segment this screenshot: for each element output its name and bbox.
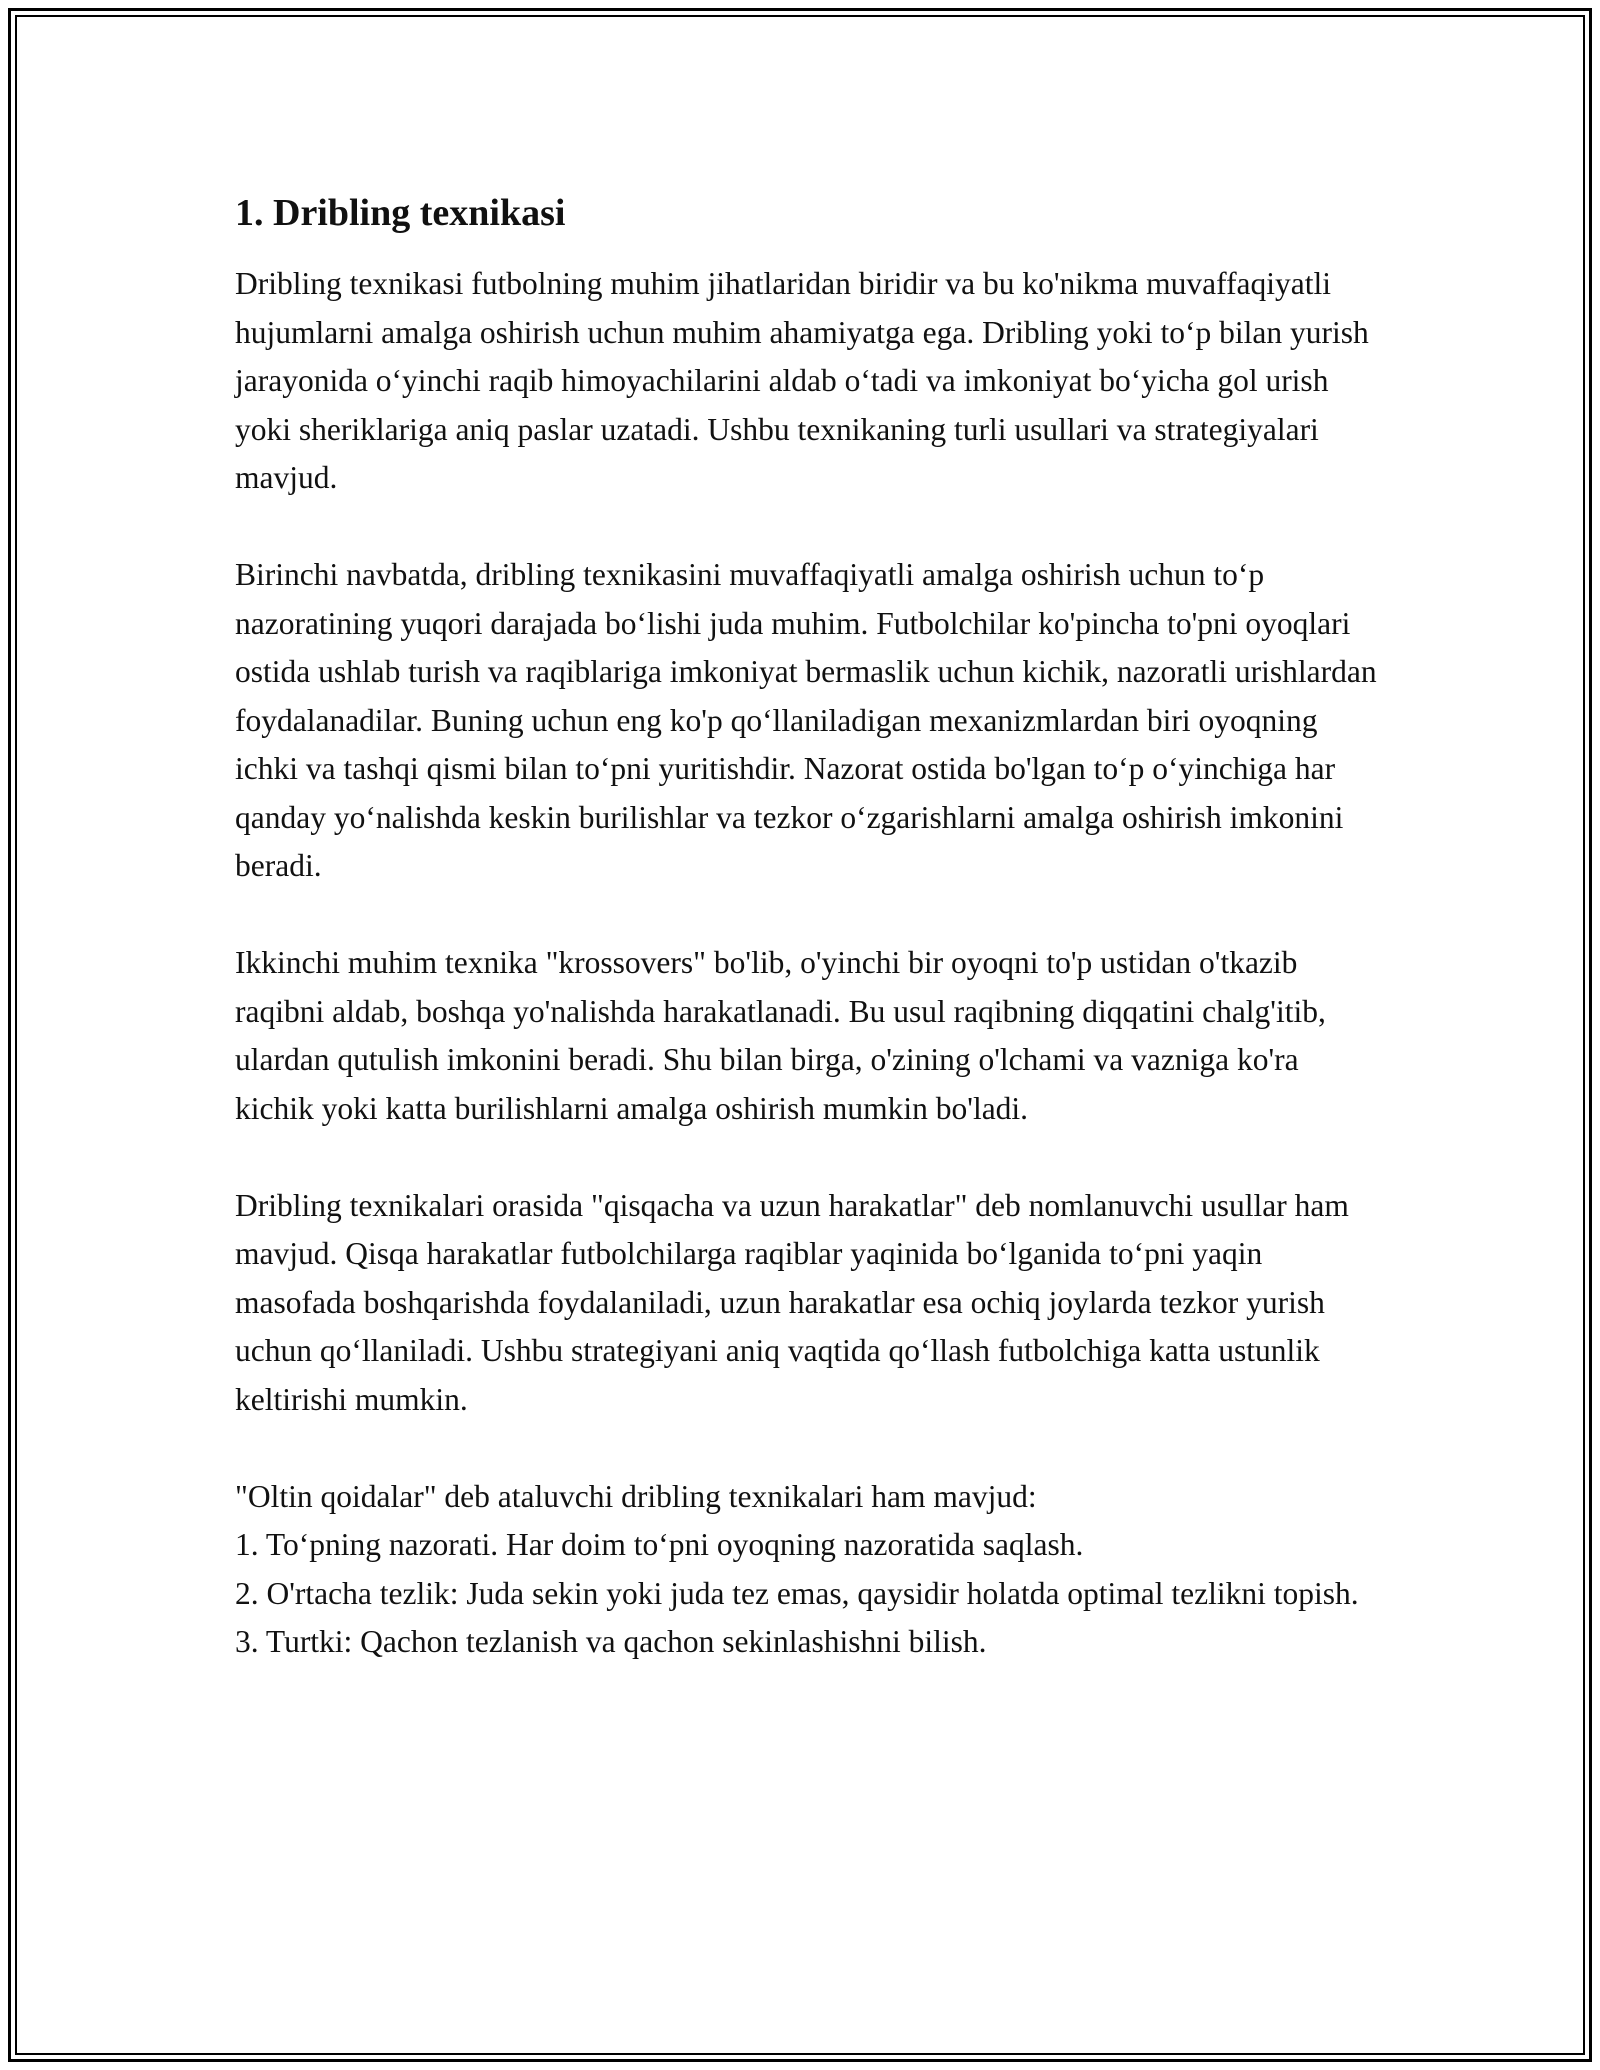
paragraph-crossovers: Ikkinchi muhim texnika "krossovers" bo'lib, o'yinchi bir oyoqni to'p ustidan o'tkazib raqibni aldab, boshqa yo'nalishda harakatlanadi. Bu usul raqibning diqqatini chalg'itib, ulardan qutulish imkonini beradi. Shu bilan birga, o'zining o'lchami va vazniga ko'ra kichik yoki katta burilishlarni amalga oshirish mumkin bo'ladi. bbox=[235, 945, 1326, 1126]
golden-rule-item: 1. To‘pning nazorati. Har doim to‘pni oyoqning nazoratida saqlash. bbox=[235, 1527, 1084, 1562]
golden-rule-item: 3. Turtki: Qachon tezlanish va qachon sekinlashishni bilish. bbox=[235, 1624, 987, 1659]
golden-rules-block bbox=[235, 1473, 1385, 1667]
golden-rule-item: 2. O'rtacha tezlik: Juda sekin yoki juda tez emas, qaysidir holatda optimal tezlikni topish. bbox=[235, 1575, 1359, 1611]
document-body bbox=[235, 188, 1385, 1667]
paragraph-intro: Dribling texnikasi futbolning muhim jihatlaridan biridir va bu ko'nikma muvaffaqiyatli hujumlarni amalga oshirish uchun muhim ahamiyatga ega. Dribling yoki to‘p bilan yurish jarayonida o‘yinchi raqib himoyachilarini aldab o‘tadi va imkoniyat bo‘yicha gol urish yoki sheriklariga aniq paslar uzatadi. Ushbu texnikaning turli usullari va strategiyalari mavjud. bbox=[235, 266, 1369, 495]
golden-rules-intro: "Oltin qoidalar" deb ataluvchi dribling texnikalari ham mavjud: bbox=[235, 1478, 1037, 1514]
paragraph-ball-control: Birinchi navbatda, dribling texnikasini muvaffaqiyatli amalga oshirish uchun to‘p nazoratining yuqori darajada bo‘lishi juda muhim. Futbolchilar ko'pincha to'pni oyoqlari ostida ushlab turish va raqiblariga imkoniyat bermaslik uchun kichik, nazoratli urishlardan foydalanadilar. Buning uchun eng ko'p qo‘llaniladigan mexanizmlardan biri oyoqning ichki va tashqi qismi bilan to‘pni yuritishdir. Nazorat ostida bo'lgan to‘p o‘yinchiga har qanday yo‘nalishda keskin burilishlar va tezkor o‘zgarishlarni amalga oshirish imkonini beradi. bbox=[235, 557, 1377, 883]
paragraph-short-long-moves: Dribling texnikalari orasida "qisqacha va uzun harakatlar" deb nomlanuvchi usullar ham mavjud. Qisqa harakatlar futbolchilarga raqiblar yaqinida bo‘lganida to‘pni yaqin masofada boshqarishda foydalaniladi, uzun harakatlar esa ochiq joylarda tezkor yurish uchun qo‘llaniladi. Ushbu strategiyani aniq vaqtida qo‘llash futbolchiga katta ustunlik keltirishi mumkin. bbox=[235, 1187, 1349, 1417]
section-heading: 1. Dribling texnikasi bbox=[235, 192, 566, 234]
